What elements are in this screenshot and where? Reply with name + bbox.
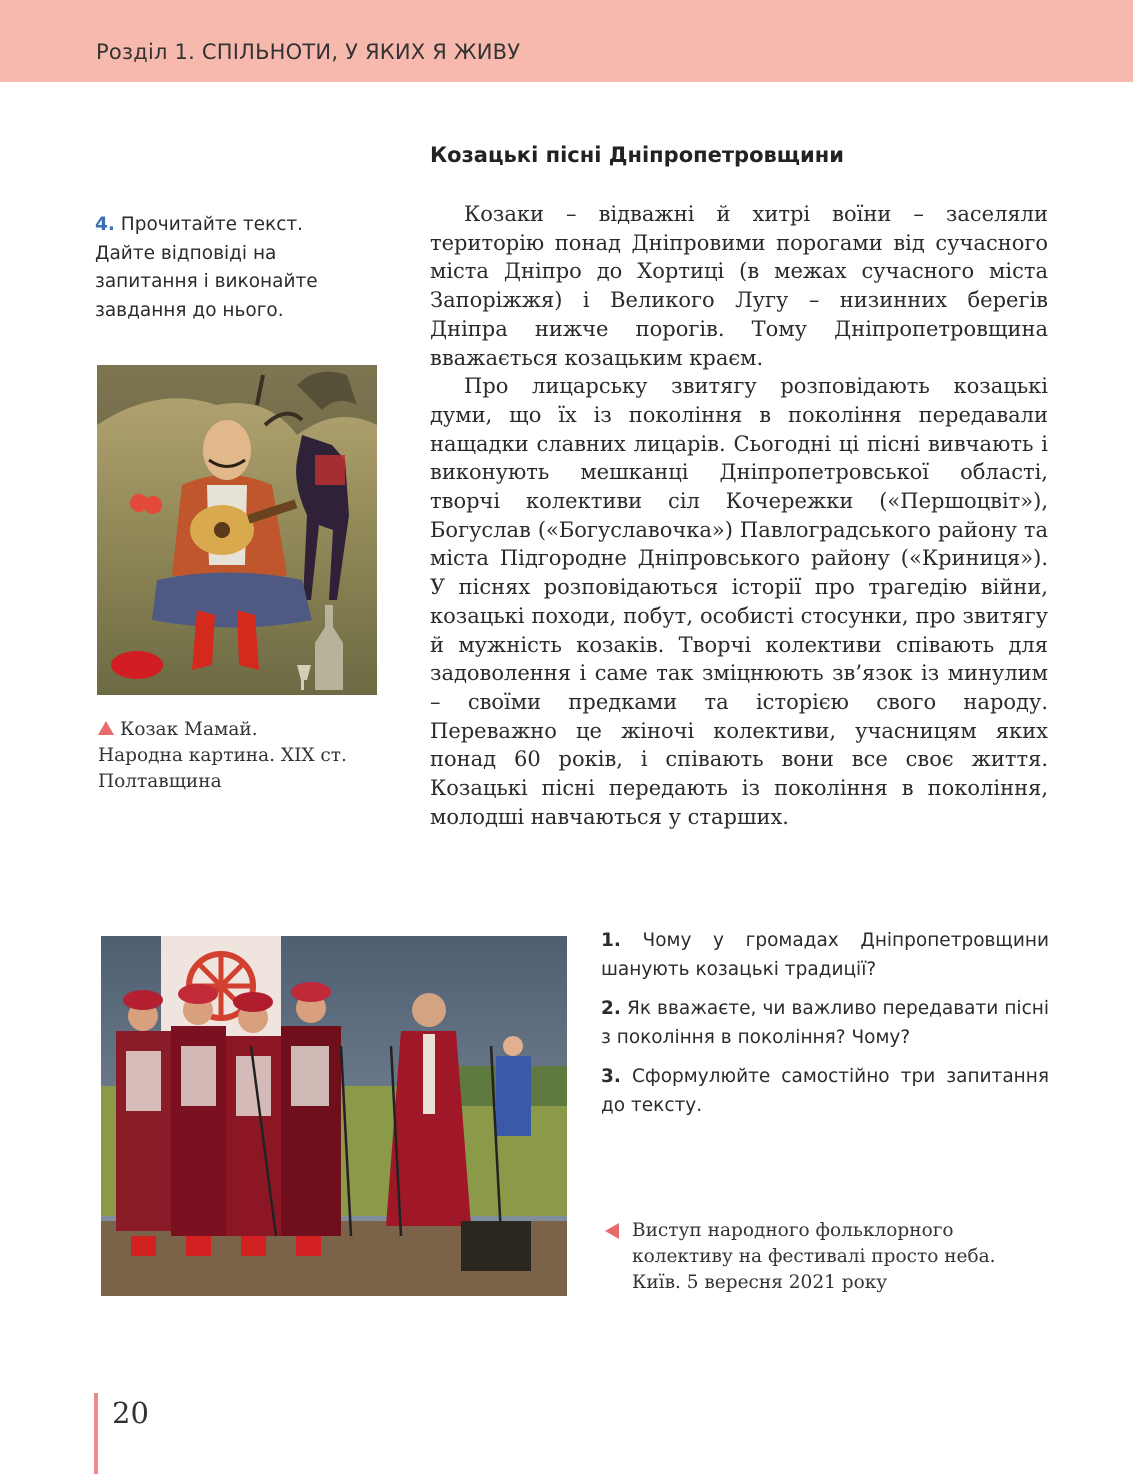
- folk-festival-illustration: [101, 936, 567, 1296]
- kozak-mamai-illustration: [97, 365, 377, 695]
- question-1: 1. Чому у громадах Дніпропетровщини шанують козацькі традиції?: [601, 930, 1050, 980]
- festival-caption-line-1: Виступ народного фольклорного: [632, 1220, 954, 1241]
- festival-photo-caption: [605, 1218, 1045, 1296]
- painting-caption: [98, 717, 398, 795]
- task-text: Прочитайте текст. Дайте відповіді на запитання і виконайте завдання до нього.: [95, 214, 318, 321]
- article-paragraph-2: Про лицарську звитягу розповідають козацькі думи, що їх із покоління в покоління передавали нащадки славних лицарів. Сьогодні ці пісні вивчають і виконують мешканці Дніпропетровської області, творчі колективи сіл Кочережки («Першоцвіт»), Богуслав («Богуславочка») Павлоградського району та міста Підгородне Дніпровського району («Криниця»). У піснях розповідаються історії про трагедію війни, козацькі походи, побут, особисті стосунки, про звитягу й мужність козаків. Творчі колективи співають для задоволення і саме так зміцнюють зв’язок із минулим – своїми предками та історією свого народу. Переважно це жіночі колективи, учасницям яких понад 60 років, і співають вони все своє життя. Козацькі пісні передають із покоління в покоління, молодші навчаються у старших.: [430, 374, 1048, 829]
- page-number-bar: [94, 1393, 98, 1474]
- task-number: 4.: [95, 214, 115, 235]
- question-2: 2. Як вважаєте, чи важливо передавати пісні з покоління в покоління? Чому?: [601, 998, 1049, 1048]
- painting-caption-line-3: Полтавщина: [98, 771, 222, 792]
- task-instruction: [95, 211, 355, 325]
- painting-caption-line-2: Народна картина. XIX ст.: [98, 745, 347, 766]
- question-3: 3. Сформулюйте самостійно три запитання до тексту.: [601, 1066, 1049, 1116]
- festival-caption-line-3: Київ. 5 вересня 2021 року: [632, 1272, 888, 1293]
- triangle-up-icon: [98, 721, 114, 735]
- page-number: 20: [112, 1396, 149, 1430]
- triangle-left-icon: [605, 1223, 619, 1239]
- article-paragraph-1: Козаки – відважні й хитрі воїни – заселяли територію понад Дніпровими порогами від сучасного міста Дніпро до Хортиці (в межах сучасного міста Запоріжжя) і Великого Лугу – низинних берегів Дніпра нижче порогів. Тому Дніпропетровщина вважається козацьким краєм.: [430, 202, 1048, 370]
- folk-festival-photo: [101, 936, 567, 1296]
- kozak-mamai-painting: [97, 365, 377, 695]
- chapter-header: [0, 0, 1133, 82]
- festival-caption-line-2: колективу на фестивалі просто неба.: [632, 1246, 996, 1267]
- painting-caption-line-1: Козак Мамай.: [98, 717, 398, 743]
- chapter-title: Розділ 1. СПІЛЬНОТИ, У ЯКИХ Я ЖИВУ: [96, 40, 521, 64]
- festival-caption-block: [605, 1218, 1045, 1296]
- article-body: [430, 200, 1048, 831]
- questions-list: [601, 927, 1049, 1131]
- article-title: Козацькі пісні Дніпропетровщини: [430, 143, 844, 167]
